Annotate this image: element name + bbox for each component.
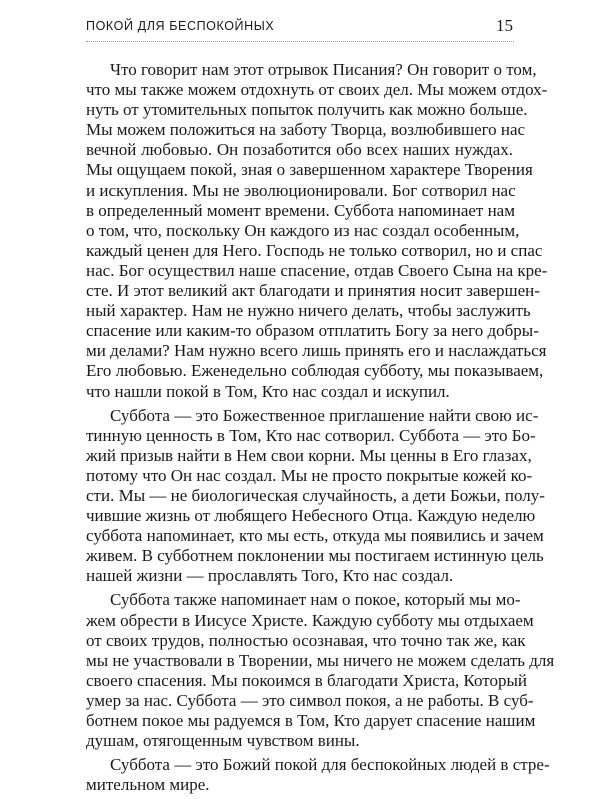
text-line: Суббота — это Божественное приглашение найти свою ис- <box>110 405 539 425</box>
text-line: в определенный момент времени. Суббота напоминает нам <box>86 200 515 220</box>
text-line: ми делами? Нам нужно всего лишь принять его и наслаждаться <box>86 341 547 361</box>
text-line: ный характер. Нам не нужно ничего делать, чтобы заслужить <box>86 301 531 321</box>
text-line: тинную ценность в Том, Кто нас сотворил. Суббота — это Бо- <box>86 425 536 445</box>
text-line: Что говорит нам этот отрывок Писания? Он говорит о том, <box>110 60 537 79</box>
text-line: что мы также можем отдохнуть от своих дел. Мы можем отдох- <box>86 80 548 100</box>
text-line: сти. Мы — не биологическая случайность, а дети Божьи, полу- <box>86 485 545 505</box>
text-line: нашей жизни — прославлять Того, Кто нас создал. <box>86 566 454 586</box>
text-line: душам, отягощенным чувством вины. <box>86 731 360 751</box>
text-line: ботнем покое мы радуемся в Том, Кто дарует спасение нашим <box>86 711 536 730</box>
running-title: ПОКОЙ ДЛЯ БЕСПОКОЙНЫХ <box>86 19 275 33</box>
page-number: 15 <box>496 16 513 35</box>
text-line: Суббота также напоминает нам о покое, который мы мо- <box>110 590 521 610</box>
text-line: живем. В субботнем поклонении мы постигаем истинную цель <box>86 546 544 566</box>
text-line: потому что Он нас создал. Мы не просто покрытые кожей ко- <box>86 465 533 485</box>
text-line: жий призыв найти в Нем свои корни. Мы ценны в Его глазах, <box>86 445 532 465</box>
text-line: мы не участвовали в Творении, мы ничего не можем сделать для <box>86 650 555 670</box>
body-text <box>86 60 555 799</box>
text-line: сте. И этот великий акт благодати и принятия носит завершен- <box>86 281 540 301</box>
text-line: спасение или каким-то образом отплатить Богу за него добры- <box>86 321 539 341</box>
header-divider <box>86 41 514 42</box>
text-line: нуть от утомительных попыток получить как можно больше. <box>86 100 528 120</box>
text-line: о том, что, поскольку Он каждого из нас создал особенным, <box>86 220 520 240</box>
text-line: чившие жизнь от любящего Небесного Отца. Каждую неделю <box>86 506 536 526</box>
text-line: умер за нас. Суббота — это символ покоя, а не работы. В суб- <box>86 690 534 710</box>
text-line: Мы можем положиться на заботу Творца, возлюбившего нас <box>86 120 526 140</box>
text-line: жем обрести в Иисусе Христе. Каждую субботу мы отдыхаем <box>86 610 534 630</box>
paragraph <box>86 60 548 402</box>
text-line: от своих трудов, полностью осознавая, что точно так же, как <box>86 630 526 650</box>
text-line: что нашли покой в Том, Кто нас создал и искупил. <box>86 381 450 401</box>
paragraph <box>86 405 545 587</box>
paragraph <box>86 755 550 795</box>
text-line: Мы ощущаем покой, зная о завершенном характере Творения <box>86 160 533 180</box>
text-line: и искупления. Мы не эволюционировали. Бог сотворил нас <box>86 180 516 200</box>
text-line: Его любовью. Еженедельно соблюдая субботу, мы показываем, <box>86 361 544 381</box>
text-line: своего спасения. Мы покоимся в благодати Христа, Который <box>86 670 527 690</box>
text-line: суббота напоминает, кто мы есть, откуда мы появились и зачем <box>86 526 544 546</box>
text-line: нас. Бог осуществил наше спасение, отдав Своего Сына на кре- <box>86 260 548 280</box>
text-line: каждый ценен для Него. Господь не только сотворил, но и спас <box>86 240 543 260</box>
text-line: мительном мире. <box>86 775 210 795</box>
text-line: вечной любовью. Он позаботится обо всех наших нуждах. <box>86 140 513 160</box>
paragraph <box>86 590 555 751</box>
text-line: Суббота — это Божий покой для беспокойных людей в стре- <box>110 755 550 775</box>
